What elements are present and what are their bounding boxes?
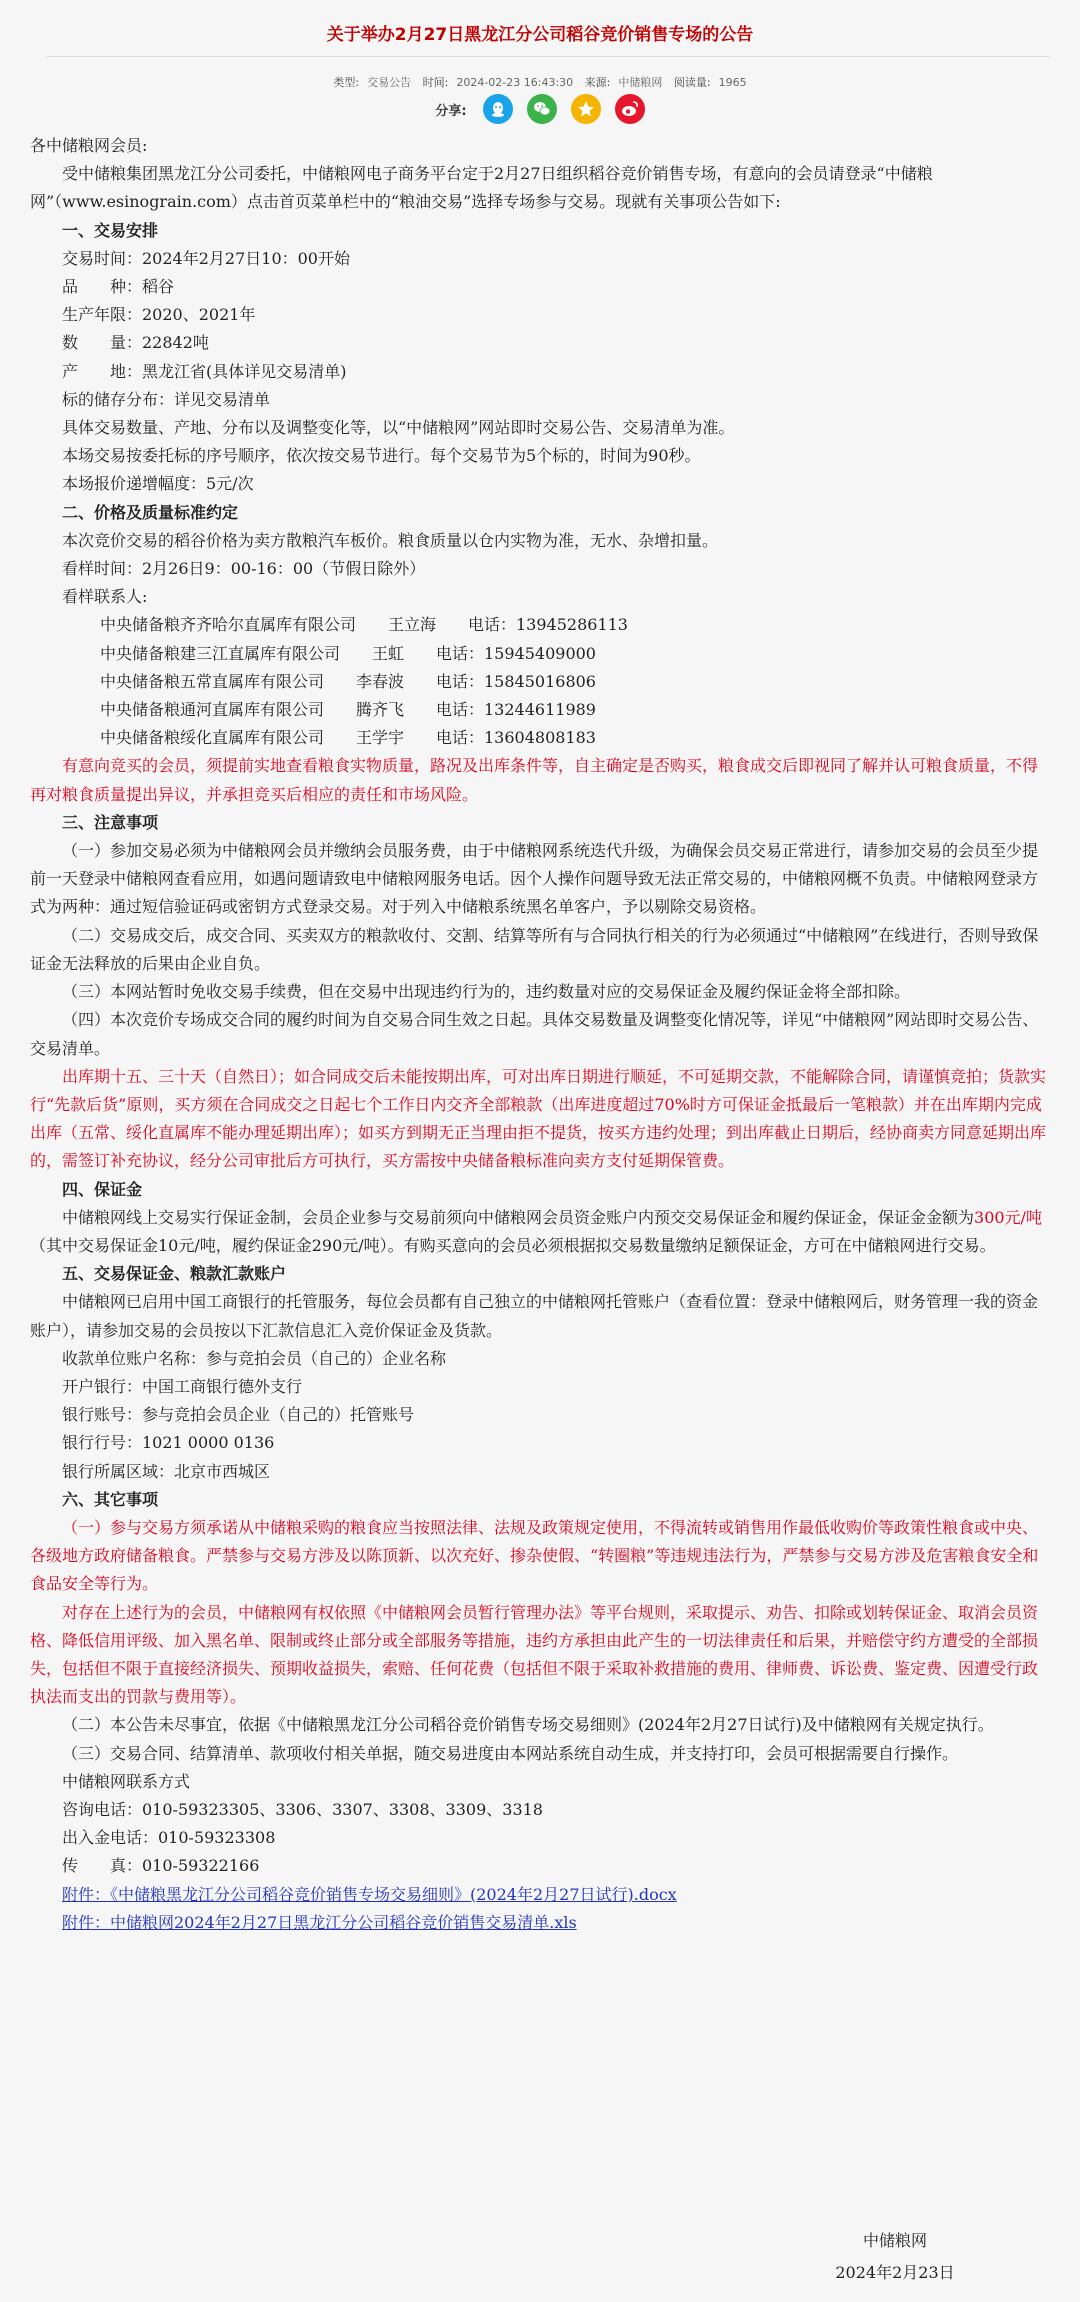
title-divider <box>46 56 1050 57</box>
contact-row: 中央储备粮五常直属库有限公司 李春波 电话：15845016806 <box>100 671 596 691</box>
section-6-heading: 六、其它事项 <box>62 1489 159 1509</box>
delivery-terms: 出库期十五、三十天（自然日）；如合同成交后未能按期出库，可对出库日期进行顺延，不可延期交款，不能解除合同，请谨慎竞拍；货款实行“先款后货”原则，买方须在合同成交之日起七个工作日内交齐全部粮款（出库进度超过70%时方可保证金抵最后一笔粮款）并在出库期内完成出库（五常、绥化直属库不能办理延期出库）；如买方到期无正当理由拒不提货，按买方违约处理；到出库截止日期后，经协商卖方同意延期出库的，需签订补充协议，经分公司审批后方可执行，买方需按中央储备粮标准向卖方支付延期保管费。 <box>30 1066 1047 1171</box>
production-years: 生产年限：2020、2021年 <box>62 305 256 325</box>
meta-time-label: 时间: <box>422 76 449 89</box>
meta-time-value: 2024-02-23 16:43:30 <box>456 76 574 89</box>
page-title: 关于举办2月27日黑龙江分公司稻谷竞价销售专场的公告 <box>326 25 754 45</box>
account-bank: 开户银行：中国工商银行德外支行 <box>62 1376 303 1396</box>
consult-phone: 咨询电话：010-59323305、3306、3307、3308、3309、3318 <box>62 1799 543 1819</box>
notice-4: （四）本次竞价专场成交合同的履约时间为自交易合同生效之日起。具体交易数量及调整变化情况等，详见“中储粮网”网站即时交易公告、交易清单。 <box>30 1010 1039 1058</box>
deposit-paragraph <box>30 1204 1050 1260</box>
variety: 品 种：稻谷 <box>62 277 175 297</box>
section-5-heading: 五、交易保证金、粮款汇款账户 <box>62 1264 287 1284</box>
section-1-heading: 一、交易安排 <box>62 220 159 240</box>
qq-icon[interactable] <box>483 94 513 124</box>
account-name: 收款单位账户名称：参与竞拍会员（自己的）企业名称 <box>62 1348 447 1368</box>
quantity: 数 量：22842吨 <box>62 333 209 353</box>
other-3: （三）交易合同、结算清单、款项收付相关单据，随交易进度由本网站系统自动生成，并支持打印，会员可根据需要自行操作。 <box>62 1743 959 1763</box>
meta-views-label: 阅读量: <box>673 76 711 89</box>
quality-warning: 有意向竞买的会员，须提前实地查看粮食实物质量，路况及出库条件等，自主确定是否购买，粮食成交后即视同了解并认可粮食质量，不得再对粮食质量提出异议，并承担竞买后相应的责任和市场风险。 <box>30 756 1039 804</box>
contacts-label: 看样联系人: <box>62 587 148 607</box>
account-paragraph: 中储粮网已启用中国工商银行的托管服务，每位会员都有自己独立的中储粮网托管账户（查看位置：登录中储粮网后，财务管理一我的资金账户），请参加交易的会员按以下汇款信息汇入竞价保证金及货款。 <box>30 1292 1039 1340</box>
contact-row: 中央储备粮绥化直属库有限公司 王学宇 电话：13604808183 <box>100 728 596 748</box>
attachment-rules-link[interactable]: 附件：《中储粮黑龙江分公司稻谷竞价销售专场交易细则》(2024年2月27日试行).docx <box>62 1884 677 1904</box>
storage-distribution: 标的储存分布：详见交易清单 <box>62 389 271 409</box>
deposit-text-a: 中储粮网线上交易实行保证金制，会员企业参与交易前须向中储粮网会员资金账户内预交交易保证金和履约保证金，保证金金额为 <box>62 1207 975 1227</box>
contact-title: 中储粮网联系方式 <box>62 1771 191 1791</box>
contact-row: 中央储备粮通河直属库有限公司 腾齐飞 电话：13244611989 <box>100 700 596 720</box>
notice-3: （三）本网站暂时免收交易手续费，但在交易中出现违约行为的，违约数量对应的交易保证金及履约保证金将全部扣除。 <box>62 982 911 1002</box>
other-2: （二）本公告未尽事宜，依据《中储粮黑龙江分公司稻谷竞价销售专场交易细则》(2024年2月27日试行)及中储粮网有关规定执行。 <box>62 1715 994 1735</box>
greeting: 各中储粮网会员: <box>30 136 148 155</box>
share-label: 分享: <box>435 103 467 119</box>
weibo-icon[interactable] <box>615 94 645 124</box>
signature-date: 2024年2月23日 <box>835 2263 955 2282</box>
contact-row: 中央储备粮齐齐哈尔直属库有限公司 王立海 电话：13945286113 <box>100 615 628 635</box>
bid-increment: 本场报价递增幅度：5元/次 <box>62 474 254 494</box>
contact-row: 中央储备粮建三江直属库有限公司 王虹 电话：15945409000 <box>100 643 596 663</box>
article-body <box>30 132 1050 1937</box>
section-4-heading: 四、保证金 <box>62 1179 143 1199</box>
other-1-penalty: 对存在上述行为的会员，中储粮网有权依照《中储粮网会员暂行管理办法》等平台规则，采取提示、劝告、扣除或划转保证金、取消会员资格、降低信用评级、加入黑名单、限制或终止部分或全部服务等措施，违约方承担由此产生的一切法律责任和后果，并赔偿守约方遭受的全部损失，包括但不限于直接经济损失、预期收益损失，索赔、任何花费（包括但不限于采取补救措施的费用、律师费、诉讼费、鉴定费、因遭受行政执法而支出的罚款与费用等）。 <box>30 1602 1039 1707</box>
meta-source-label: 来源: <box>584 76 611 89</box>
intro-paragraph: 受中储粮集团黑龙江分公司委托，中储粮网电子商务平台定于2月27日组织稻谷竞价销售专场，有意向的会员请登录“中储粮网”（www.esinograin.com）点击首页菜单栏中的“粮油交易”选择专场参与交易。现就有关事项公告如下: <box>30 164 933 212</box>
qzone-icon[interactable] <box>571 94 601 124</box>
notice-1: （一）参加交易必须为中储粮网会员并缴纳会员服务费，由于中储粮网系统迭代升级，为确保会员交易正常进行，请参加交易的会员至少提前一天登录中储粮网查看应用，如遇问题请致电中储粮网服务电话。因个人操作问题导致无法正常交易的，中储粮网概不负责。中储粮网登录方式为两种：通过短信验证码或密钥方式登录交易。对于列入中储粮系统黑名单客户，予以剔除交易资格。 <box>30 841 1039 917</box>
price-quality: 本次竞价交易的稻谷价格为卖方散粮汽车板价。粮食质量以仓内实物为准，无水、杂增扣量。 <box>62 530 719 550</box>
meta-source-value: 中储粮网 <box>618 76 663 89</box>
meta-type-value: 交易公告 <box>367 76 412 89</box>
deposit-text-b: （其中交易保证金10元/吨，履约保证金290元/吨）。有购买意向的会员必须根据拟交易数量缴纳足额保证金，方可在中储粮网进行交易。 <box>30 1235 996 1255</box>
wechat-icon[interactable] <box>527 94 557 124</box>
trade-time: 交易时间：2024年2月27日10：00开始 <box>62 248 350 268</box>
meta-views-value: 1965 <box>718 76 747 89</box>
other-1: （一）参与交易方须承诺从中储粮采购的粮食应当按照法律、法规及政策规定使用，不得流转或销售用作最低收购价等政策性粮食或中央、各级地方政府储备粮食。严禁参与交易方涉及以陈顶新、以次充好、掺杂使假、“转圈粮”等违规违法行为，严禁参与交易方涉及危害粮食安全和食品安全等行为。 <box>30 1517 1039 1594</box>
share-bar <box>0 94 1080 124</box>
meta-bar <box>0 74 1080 90</box>
attachment-list-link[interactable]: 附件：中储粮网2024年2月27日黑龙江分公司稻谷竞价销售交易清单.xls <box>62 1912 577 1932</box>
fax: 传 真：010-59322166 <box>62 1856 260 1876</box>
inspection-time: 看样时间：2月26日9：00-16：00（节假日除外） <box>62 559 426 579</box>
order-note: 本场交易按委托标的序号顺序，依次按交易节进行。每个交易节为5个标的，时间为90秒。 <box>62 446 701 466</box>
account-number: 银行账号：参与竞拍会员企业（自己的）托管账号 <box>62 1405 415 1425</box>
notice-2: （二）交易成交后，成交合同、买卖双方的粮款收付、交割、结算等所有与合同执行相关的行为必须通过“中储粮网”在线进行，否则导致保证金无法释放的后果由企业自负。 <box>30 925 1039 973</box>
deposit-phone: 出入金电话：010-59323308 <box>62 1828 276 1848</box>
meta-type-label: 类型: <box>333 76 360 89</box>
quantity-note: 具体交易数量、产地、分布以及调整变化等，以“中储粮网”网站即时交易公告、交易清单为准。 <box>62 418 735 438</box>
deposit-amount: 300元/吨 <box>974 1207 1042 1227</box>
bank-code: 银行行号：1021 0000 0136 <box>62 1433 275 1453</box>
section-3-heading: 三、注意事项 <box>62 812 159 832</box>
section-2-heading: 二、价格及质量标准约定 <box>62 502 239 522</box>
signature-org: 中储粮网 <box>862 2231 927 2250</box>
bank-region: 银行所属区域：北京市西城区 <box>62 1461 271 1481</box>
origin: 产 地：黑龙江省(具体详见交易清单) <box>62 361 347 381</box>
